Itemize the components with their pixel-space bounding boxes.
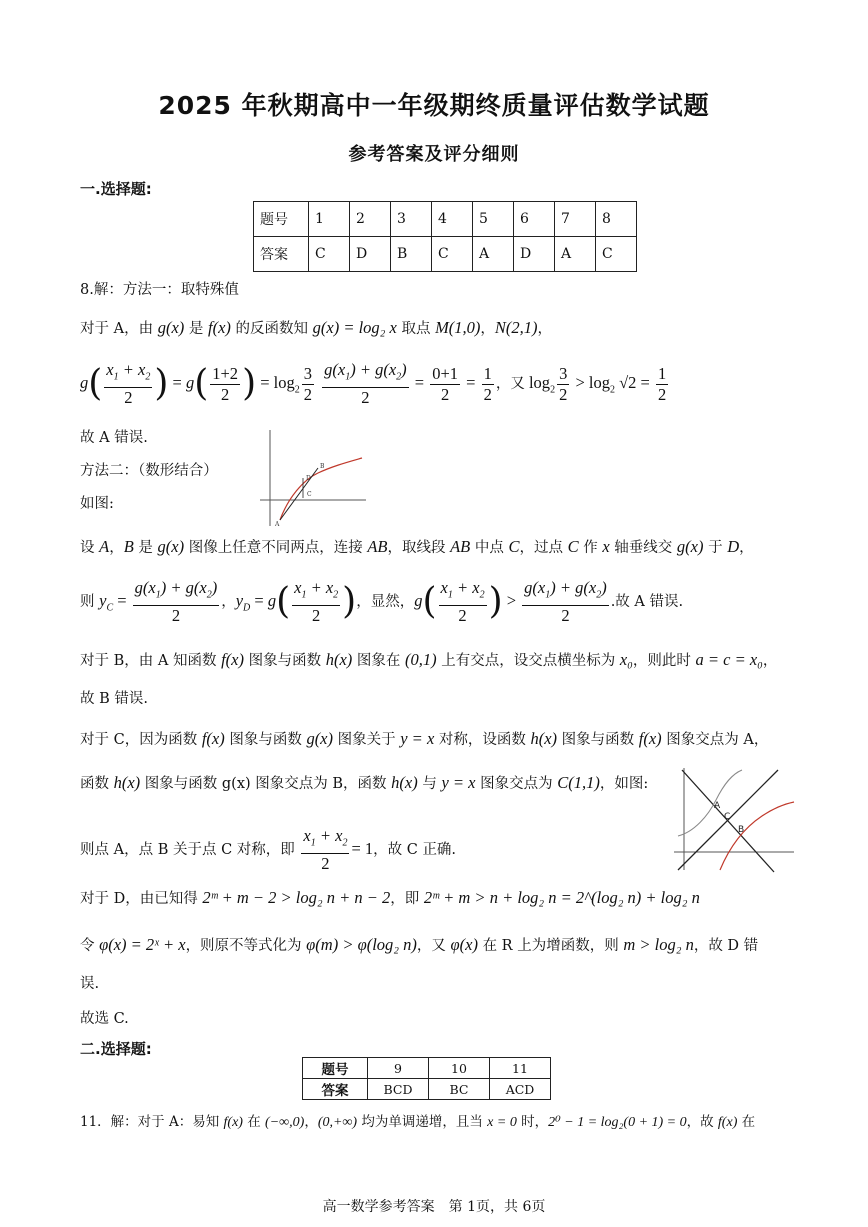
question-number-cell: 1 xyxy=(309,202,350,237)
q8-d-line3: 误. xyxy=(80,976,100,992)
q8-a-wrong: 故 A 错误. xyxy=(80,430,148,446)
text: 图象与函数 xyxy=(557,732,639,748)
text: ，故 xyxy=(686,1114,718,1130)
math: h(x) xyxy=(113,773,141,792)
text: 设 xyxy=(80,540,100,556)
text: ， xyxy=(221,593,236,610)
math: = 1 xyxy=(351,838,374,858)
q8-d-line1 xyxy=(80,888,700,909)
table-header-cell: 答案 xyxy=(254,237,309,272)
math: f(x) xyxy=(223,1115,243,1130)
math: B xyxy=(123,537,134,556)
table-header-cell: 题号 xyxy=(254,202,309,237)
math: x xyxy=(602,537,610,556)
text: 图象与函数 xyxy=(243,653,326,669)
text: ，又 xyxy=(416,938,451,954)
answer-cell: B xyxy=(391,237,432,272)
text: 图象交点为 xyxy=(475,776,558,792)
q8-set-line xyxy=(80,537,754,558)
answer-cell: D xyxy=(514,237,555,272)
text: 在 xyxy=(242,1114,266,1130)
answer-cell: BCD xyxy=(368,1079,429,1100)
text: ， xyxy=(762,653,778,669)
answer-cell: BC xyxy=(429,1079,490,1100)
q8-d-line2 xyxy=(80,935,758,956)
table-row xyxy=(303,1058,551,1079)
math: φ(m) > φ(log₂ n) xyxy=(306,935,417,954)
text: ，即 xyxy=(390,891,424,907)
text: 对于 D，由已知得 xyxy=(80,891,203,907)
text: ，过点 xyxy=(519,540,568,556)
text: 图象与函数 g(x) 图象交点为 B，函数 xyxy=(140,776,392,792)
math: 2ᵐ + m − 2 > log₂ n + n − 2 xyxy=(202,888,391,907)
q8-b-line xyxy=(80,650,777,671)
question-number-cell: 6 xyxy=(514,202,555,237)
math: D xyxy=(727,537,740,556)
math: m > log₂ n xyxy=(623,935,694,954)
q8-intro: 8.解：方法一：取特殊值 xyxy=(80,282,239,298)
question-number-cell: 9 xyxy=(368,1058,429,1079)
curve-g xyxy=(720,802,794,870)
q8-method2: 方法二：（数形结合） xyxy=(80,463,218,479)
question-number-cell: 3 xyxy=(391,202,432,237)
text: ，显然， xyxy=(356,593,415,610)
answer-cell: A xyxy=(473,237,514,272)
text: 的反函数知 xyxy=(230,321,313,337)
page-footer: 高一数学参考答案 第 1页，共 6页 xyxy=(322,1199,546,1215)
text: ，如图: xyxy=(599,776,649,792)
text: 对于 A，由 xyxy=(80,321,158,337)
math: C xyxy=(567,537,579,556)
label-b: B xyxy=(320,463,325,470)
math: x = 0 xyxy=(487,1115,517,1130)
question-number-cell: 7 xyxy=(555,202,596,237)
text: 函数 xyxy=(80,776,114,792)
label-d: D xyxy=(306,475,311,482)
symmetry-graph-figure xyxy=(672,766,798,874)
math: h(x) xyxy=(530,729,558,748)
math: h(x) xyxy=(391,773,418,792)
label-c: C xyxy=(307,491,312,498)
text: 对于 B，由 A 知函数 xyxy=(80,653,222,669)
chord-ab xyxy=(280,468,318,520)
math: φ(x) = 2ˣ + x xyxy=(99,935,186,954)
text: 则 xyxy=(80,593,100,610)
text: 轴垂线交 xyxy=(609,540,677,556)
log-graph-figure xyxy=(258,428,368,528)
math: f(x) xyxy=(638,729,662,748)
text: ， xyxy=(304,1114,318,1130)
q8-choose: 故选 C. xyxy=(80,1011,129,1027)
text: ，又 xyxy=(495,375,525,392)
text: 中点 xyxy=(470,540,509,556)
text: 在 xyxy=(737,1114,756,1130)
answer-cell: D xyxy=(350,237,391,272)
text: .故 A 错误. xyxy=(610,593,684,610)
question-number-cell: 4 xyxy=(432,202,473,237)
math: C xyxy=(508,537,520,556)
math: y = x xyxy=(400,729,435,748)
text: 对称，设函数 xyxy=(434,732,531,748)
question-number-cell: 5 xyxy=(473,202,514,237)
math: f(x) xyxy=(717,1115,738,1130)
answer-cell: C xyxy=(432,237,473,272)
question-number-cell: 8 xyxy=(596,202,637,237)
answer-cell: A xyxy=(555,237,596,272)
math: x₀ xyxy=(619,650,633,669)
q8-a-line2: g( $\frac{x_1 + x_2}{2}$ ) = g( $\frac{1+2}{2}$ ) = $\log_2$ $\frac{3}{2}$ $\frac{g(x_1) + g(x_2)}{2}$ = $\frac{0+1}{2}$ = $\frac{1}{2}$ ，又 $\log_2$ $\frac{3}{2}$ > $\log_2 √2$ = $\frac{1}{2}$ xyxy=(80,360,667,408)
q8-c-line3: 则点 A，点 B 关于点 C 对称，即 $\frac{x_1 + x_2}{2}$ = 1，故 C 正确. xyxy=(80,826,457,874)
section-heading-1: 一.选择题: xyxy=(80,180,152,198)
text: 是 xyxy=(133,540,158,556)
text: 则点 A，点 B 关于点 C 对称，即 xyxy=(80,841,300,858)
page-subtitle: 参考答案及评分细则 xyxy=(348,144,520,165)
label-c: C xyxy=(724,812,731,822)
q8-c-line2 xyxy=(80,773,648,794)
math: y = x xyxy=(441,773,476,792)
math: f(x) xyxy=(221,650,244,669)
math: AB xyxy=(450,537,471,556)
math: f(x) xyxy=(201,729,225,748)
math: f(x) xyxy=(208,318,231,337)
math: φ(x) xyxy=(450,935,478,954)
table-row xyxy=(254,237,637,272)
question-number-cell: 2 xyxy=(350,202,391,237)
math: AB xyxy=(367,537,388,556)
question-number-cell: 11 xyxy=(490,1058,551,1079)
text: 在 R 上为增函数，则 xyxy=(477,938,624,954)
page-title: 2025 年秋期高中一年级期终质量评估数学试题 xyxy=(158,91,710,120)
section-heading-2: 二.选择题: xyxy=(80,1040,152,1058)
text: 上有交点，设交点横坐标为 xyxy=(436,653,620,669)
question-number-cell: 10 xyxy=(429,1058,490,1079)
math: A xyxy=(99,537,110,556)
text: 图象与函数 xyxy=(224,732,307,748)
text: 对于 C，因为函数 xyxy=(80,732,202,748)
table-header-cell: 答案 xyxy=(303,1079,368,1100)
text: 图象在 xyxy=(352,653,405,669)
text: 与 xyxy=(417,776,442,792)
label-a: A xyxy=(275,521,280,528)
math: M(1,0) xyxy=(435,318,481,337)
q8-as-figure: 如图: xyxy=(80,496,114,512)
text: 图像上任意不同两点，连接 xyxy=(184,540,368,556)
label-b: B xyxy=(738,825,745,835)
math: N(2,1) xyxy=(494,318,538,337)
answer-cell: ACD xyxy=(490,1079,551,1100)
text: ， xyxy=(480,321,495,337)
table-row xyxy=(254,202,637,237)
text: 图象交点为 A， xyxy=(661,732,769,748)
table-header-cell: 题号 xyxy=(303,1058,368,1079)
math: C(1,1) xyxy=(557,773,600,792)
text: 取点 xyxy=(396,321,436,337)
math: h(x) xyxy=(325,650,353,669)
text: ，故 D 错 xyxy=(693,938,759,954)
q8-a-line1 xyxy=(80,318,552,339)
text: ， xyxy=(109,540,124,556)
q11-line xyxy=(80,1112,755,1133)
math: 2ᵐ + m > n + log₂ n = 2^(log₂ n) + log₂ n xyxy=(423,888,700,907)
answer-cell: C xyxy=(596,237,637,272)
text: ，则原不等式化为 xyxy=(185,938,307,954)
text: 均为单调递增，且当 xyxy=(357,1114,488,1130)
label-a: A xyxy=(714,801,721,811)
math: (0,1) xyxy=(405,650,437,669)
math: g(x) xyxy=(157,537,185,556)
answer-table-2 xyxy=(302,1057,551,1100)
text: ，取线段 xyxy=(387,540,451,556)
math: g(x) xyxy=(306,729,334,748)
text: ， xyxy=(537,321,553,337)
answer-cell: C xyxy=(309,237,350,272)
q8-c-line1 xyxy=(80,729,768,750)
answer-table-1 xyxy=(253,201,637,272)
text: 作 xyxy=(578,540,603,556)
math: (0,+∞) xyxy=(317,1115,358,1130)
text: 于 xyxy=(703,540,728,556)
text: 11．解：对于 A：易知 xyxy=(80,1114,224,1130)
text: ，则此时 xyxy=(632,653,696,669)
math: g(x) = log₂ x xyxy=(312,318,397,337)
q8-then-line: 则 $y_C$ = $\frac{g(x_1) + g(x_2)}{2}$ ，$y_D = g$( $\frac{x_1 + x_2}{2}$ )，显然，g( $\frac{x_1 + x_2}{2}$ ) > $\frac{g(x_1) + g(x_2)}{2}$ .故 A 错误. xyxy=(80,578,684,626)
table-row xyxy=(303,1079,551,1100)
text: ，故 C 正确. xyxy=(373,841,457,858)
text: 图象关于 xyxy=(333,732,401,748)
text: 时， xyxy=(516,1114,549,1130)
q8-b-wrong: 故 B 错误. xyxy=(80,691,148,707)
text: ， xyxy=(739,540,754,556)
math: 2⁰ − 1 = log₂(0 + 1) = 0 xyxy=(548,1115,687,1130)
math: a = c = x₀ xyxy=(695,650,763,669)
math: (−∞,0) xyxy=(265,1115,305,1130)
text: 是 xyxy=(184,321,208,337)
math: g(x) xyxy=(676,537,704,556)
text: 令 xyxy=(80,938,100,954)
math: g(x) xyxy=(157,318,185,337)
